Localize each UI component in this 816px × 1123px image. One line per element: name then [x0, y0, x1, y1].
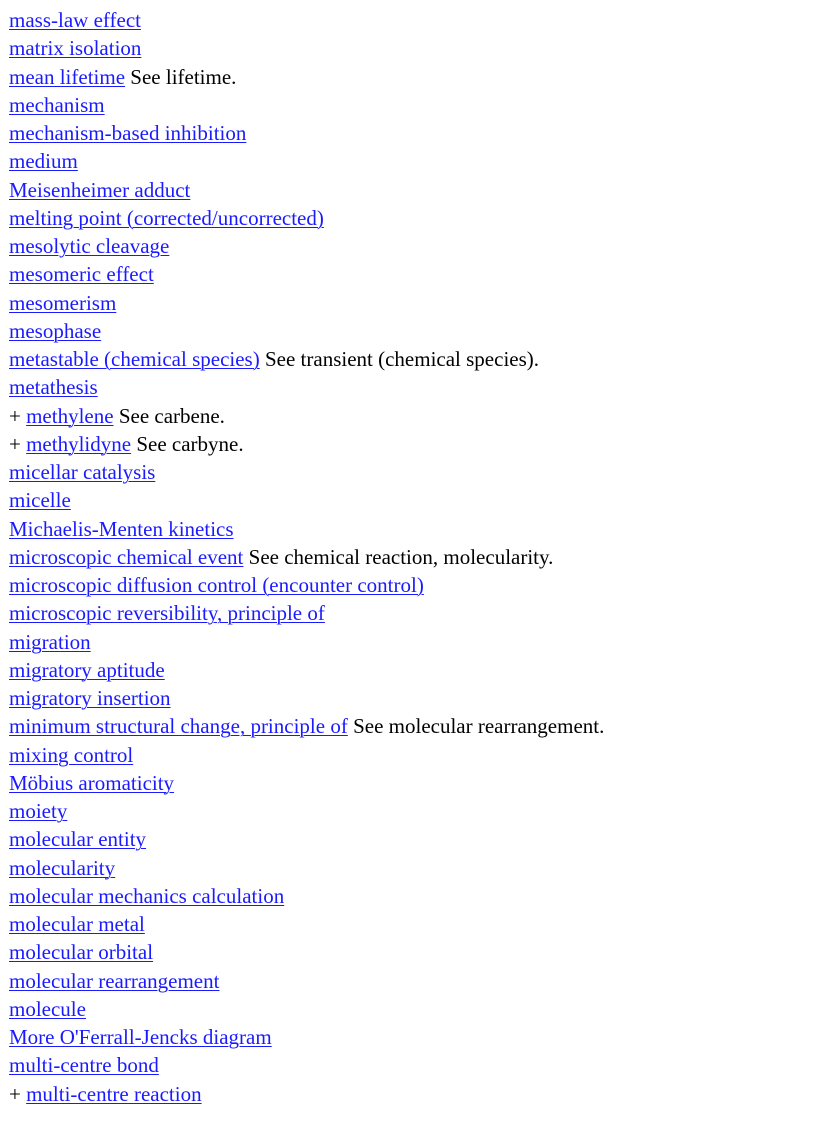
glossary-entry: [9, 571, 604, 599]
glossary-entry: [9, 176, 604, 204]
term-link[interactable]: melting point (corrected/uncorrected): [9, 205, 324, 230]
term-link[interactable]: micelle: [9, 488, 71, 513]
term-link[interactable]: migratory aptitude: [9, 657, 165, 682]
term-link[interactable]: methylidyne: [26, 431, 132, 456]
glossary-entry: [9, 515, 604, 543]
term-link[interactable]: migration: [9, 629, 91, 654]
term-link[interactable]: mean lifetime: [9, 64, 126, 89]
term-link[interactable]: moiety: [9, 799, 68, 823]
term-link[interactable]: mesomerism: [9, 290, 117, 315]
glossary-entry: [9, 232, 604, 260]
glossary-entry: [9, 458, 604, 486]
glossary-entry: [9, 1080, 604, 1108]
term-link[interactable]: micellar catalysis: [9, 460, 156, 484]
see-reference: See lifetime.: [130, 64, 237, 89]
new-entry-marker: +: [9, 1081, 21, 1106]
glossary-entry: [9, 797, 604, 825]
term-link[interactable]: microscopic diffusion control (encounter control): [9, 573, 424, 597]
term-link[interactable]: molecule: [9, 996, 86, 1021]
glossary-entry: [9, 854, 604, 882]
glossary-entry: [9, 260, 604, 288]
glossary-entry: [9, 995, 604, 1023]
glossary-term-list: [9, 6, 604, 1108]
term-link[interactable]: mass-law effect: [9, 8, 141, 32]
see-reference: See carbene.: [118, 403, 225, 428]
term-link[interactable]: mechanism-based inhibition: [9, 121, 247, 145]
term-link[interactable]: molecular entity: [9, 827, 147, 852]
term-link[interactable]: minimum structural change, principle of: [9, 714, 348, 739]
glossary-entry: [9, 684, 604, 712]
term-link[interactable]: mechanism: [9, 92, 105, 117]
see-reference: See carbyne.: [136, 431, 244, 456]
glossary-entry: [9, 967, 604, 995]
glossary-entry: [9, 656, 604, 684]
glossary-entry: [9, 712, 604, 740]
glossary-entry: [9, 938, 604, 966]
term-link[interactable]: Möbius aromaticity: [9, 770, 175, 795]
glossary-entry: [9, 486, 604, 514]
term-link[interactable]: molecular orbital: [9, 940, 154, 965]
term-link[interactable]: mixing control: [9, 742, 134, 767]
glossary-entry: [9, 147, 604, 175]
glossary-entry: [9, 373, 604, 401]
term-link[interactable]: Meisenheimer adduct: [9, 177, 191, 202]
term-link[interactable]: molecular rearrangement: [9, 968, 220, 993]
term-link[interactable]: mesophase: [9, 318, 102, 343]
glossary-entry: [9, 543, 604, 571]
new-entry-marker: +: [9, 431, 21, 456]
term-link[interactable]: molecular mechanics calculation: [9, 883, 285, 908]
glossary-entry: [9, 317, 604, 345]
glossary-entry: [9, 1023, 604, 1051]
glossary-entry: [9, 628, 604, 656]
new-entry-marker: +: [9, 403, 21, 428]
term-link[interactable]: microscopic chemical event: [9, 544, 244, 569]
glossary-entry: [9, 910, 604, 938]
term-link[interactable]: medium: [9, 149, 78, 174]
term-link[interactable]: metastable (chemical species): [9, 347, 260, 371]
glossary-entry: [9, 599, 604, 627]
term-link[interactable]: metathesis: [9, 375, 98, 400]
glossary-entry: [9, 882, 604, 910]
glossary-entry: [9, 34, 604, 62]
glossary-entry: [9, 1051, 604, 1079]
glossary-entry: [9, 91, 604, 119]
glossary-entry: [9, 204, 604, 232]
term-link[interactable]: mesomeric effect: [9, 262, 154, 287]
glossary-entry: [9, 345, 604, 373]
glossary-entry: [9, 402, 604, 430]
glossary-entry: [9, 63, 604, 91]
glossary-entry: [9, 741, 604, 769]
term-link[interactable]: multi-centre bond: [9, 1053, 159, 1078]
term-link[interactable]: microscopic reversibility, principle of: [9, 601, 325, 626]
term-link[interactable]: matrix isolation: [9, 36, 142, 61]
glossary-entry: [9, 825, 604, 853]
term-link[interactable]: multi-centre reaction: [26, 1081, 202, 1106]
glossary-entry: [9, 6, 604, 34]
term-link[interactable]: mesolytic cleavage: [9, 234, 170, 258]
see-reference: See chemical reaction, molecularity.: [248, 544, 554, 569]
term-link[interactable]: migratory insertion: [9, 686, 171, 710]
term-link[interactable]: Michaelis-Menten kinetics: [9, 516, 234, 541]
see-reference: See transient (chemical species).: [264, 347, 540, 371]
term-link[interactable]: molecular metal: [9, 912, 145, 936]
see-reference: See molecular rearrangement.: [353, 714, 605, 739]
glossary-entry: [9, 769, 604, 797]
glossary-entry: [9, 430, 604, 458]
glossary-entry: [9, 119, 604, 147]
term-link[interactable]: molecularity: [9, 855, 116, 880]
glossary-entry: [9, 289, 604, 317]
term-link[interactable]: methylene: [26, 403, 114, 428]
term-link[interactable]: More O'Ferrall-Jencks diagram: [9, 1025, 272, 1049]
